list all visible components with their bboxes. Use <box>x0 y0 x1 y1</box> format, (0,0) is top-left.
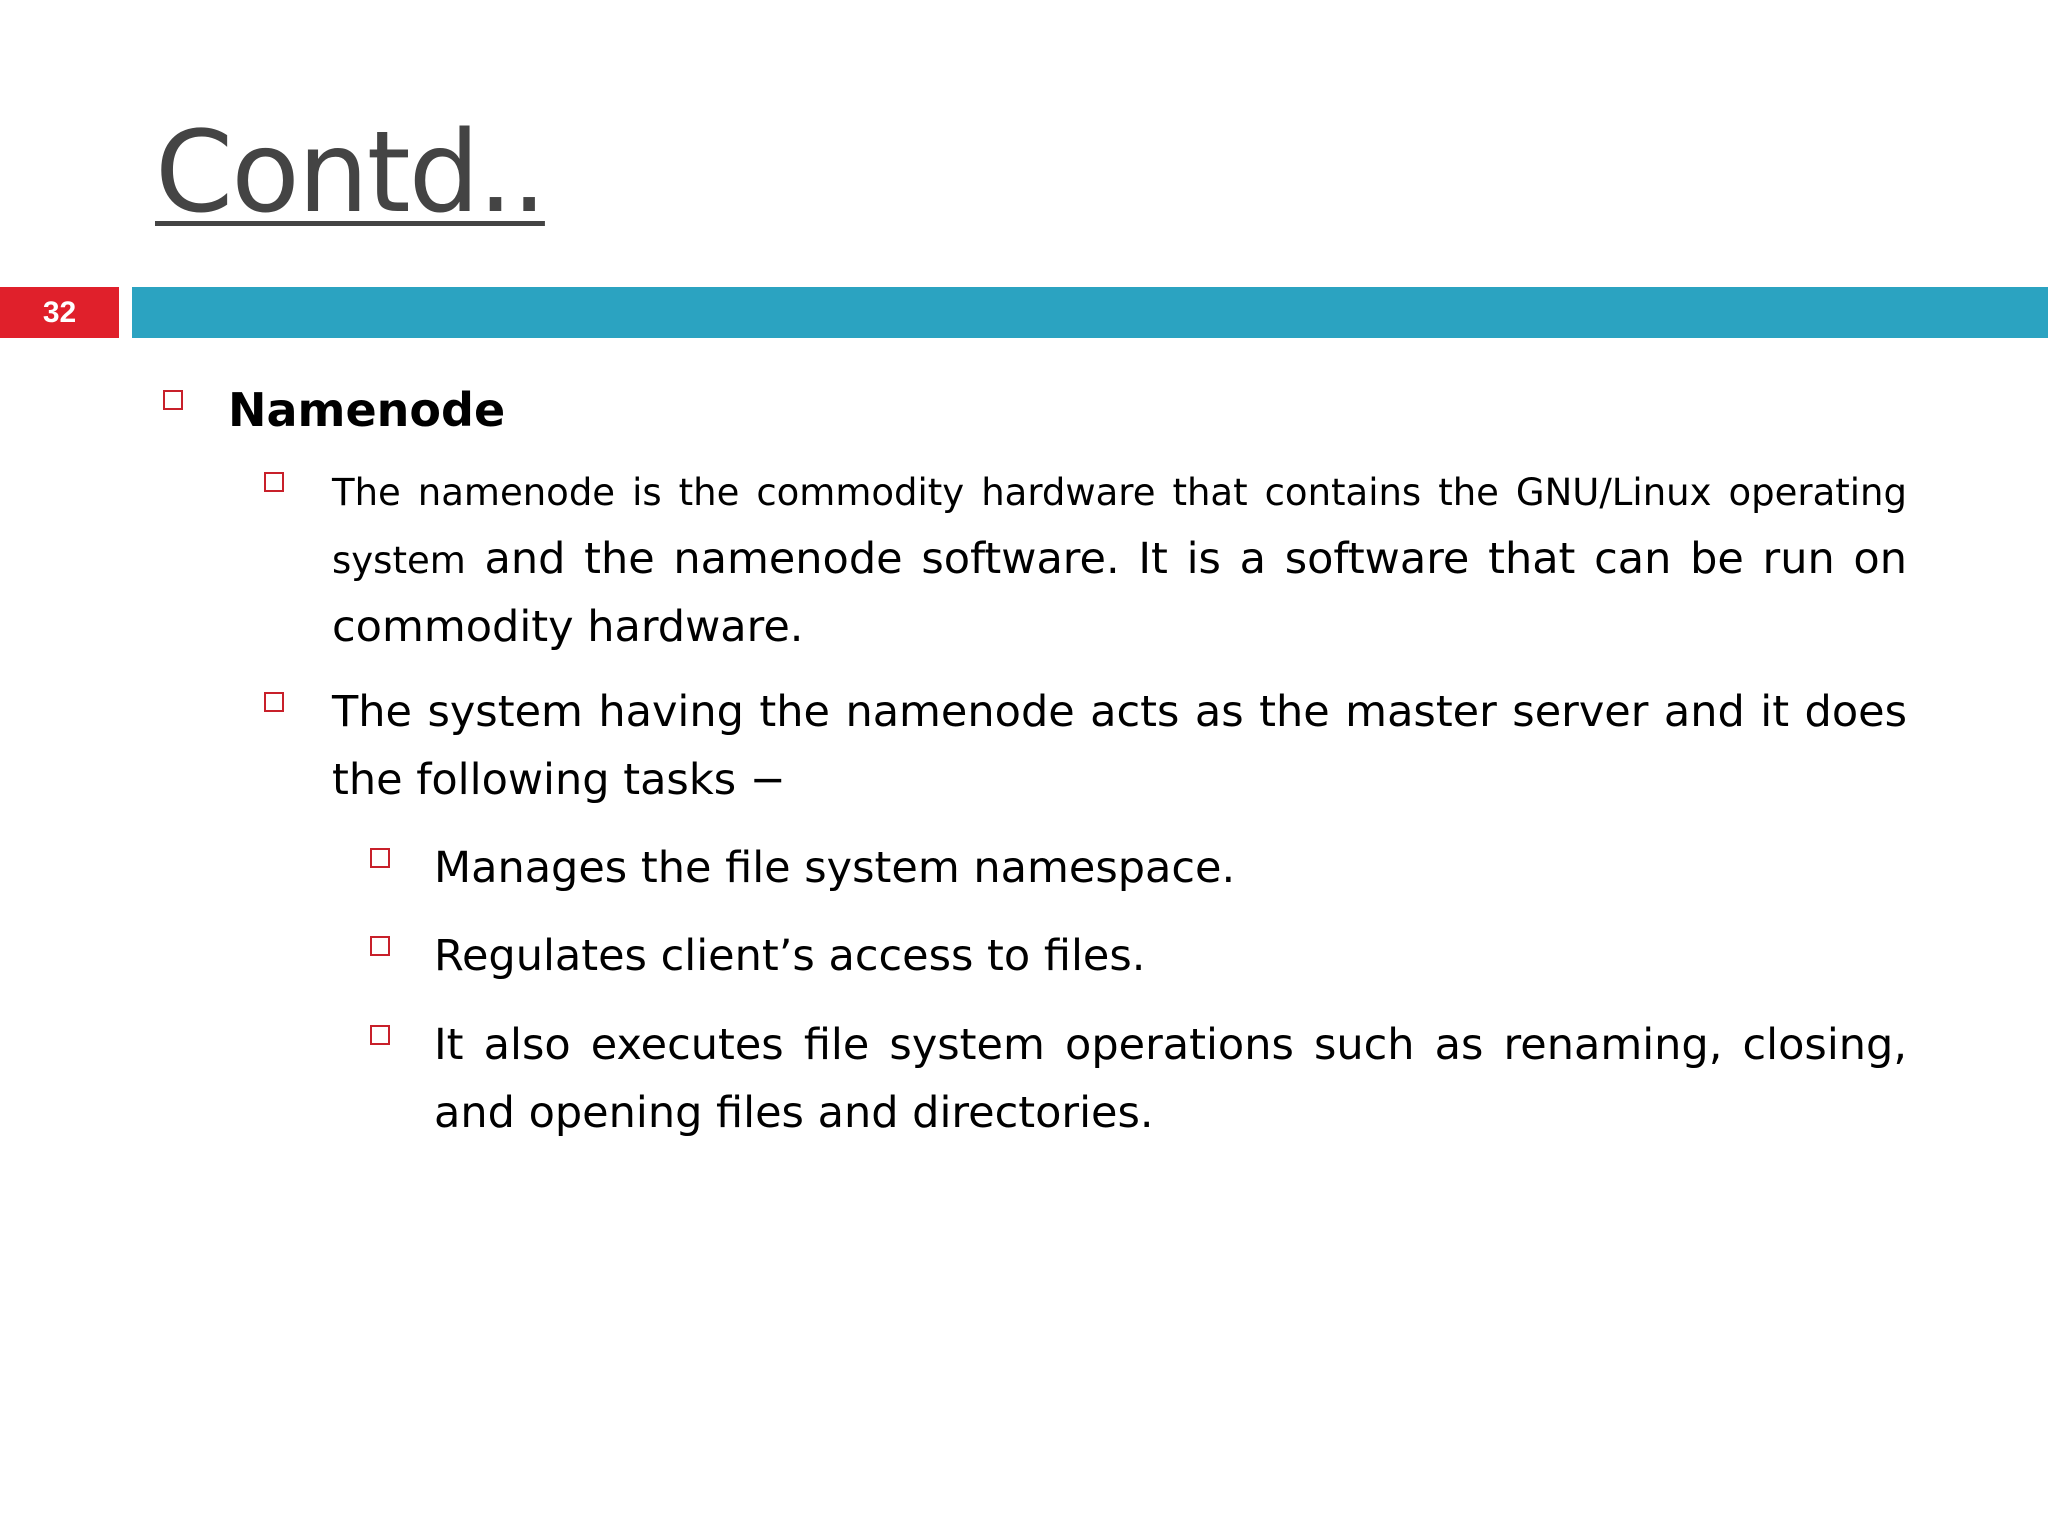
square-bullet-icon <box>163 390 183 410</box>
bullet-namenode-heading: Namenode <box>228 383 506 437</box>
slide-number-badge: 32 <box>0 287 119 338</box>
task-item: It also executes file system operations such as renaming, closing, and opening files and directories. <box>434 1020 1907 1138</box>
square-bullet-icon <box>264 472 284 492</box>
description-part1: The namenode is the commodity hardware that contains the GNU/Linux operating system <box>332 471 1907 582</box>
task-item: Regulates client’s access to files. <box>434 931 1146 981</box>
square-bullet-icon <box>370 848 390 868</box>
task-item: Manages the file system namespace. <box>434 843 1236 893</box>
square-bullet-icon <box>370 936 390 956</box>
bullet-master-server: The system having the namenode acts as the master server and it does the following tasks − <box>332 687 1907 805</box>
description-part2: and the namenode software. It is a software that can be run on commodity hardware. <box>332 534 1907 652</box>
bullet-namenode-description <box>332 458 1907 661</box>
square-bullet-icon <box>370 1025 390 1045</box>
slide-title: Contd.. <box>155 108 545 238</box>
square-bullet-icon <box>264 692 284 712</box>
